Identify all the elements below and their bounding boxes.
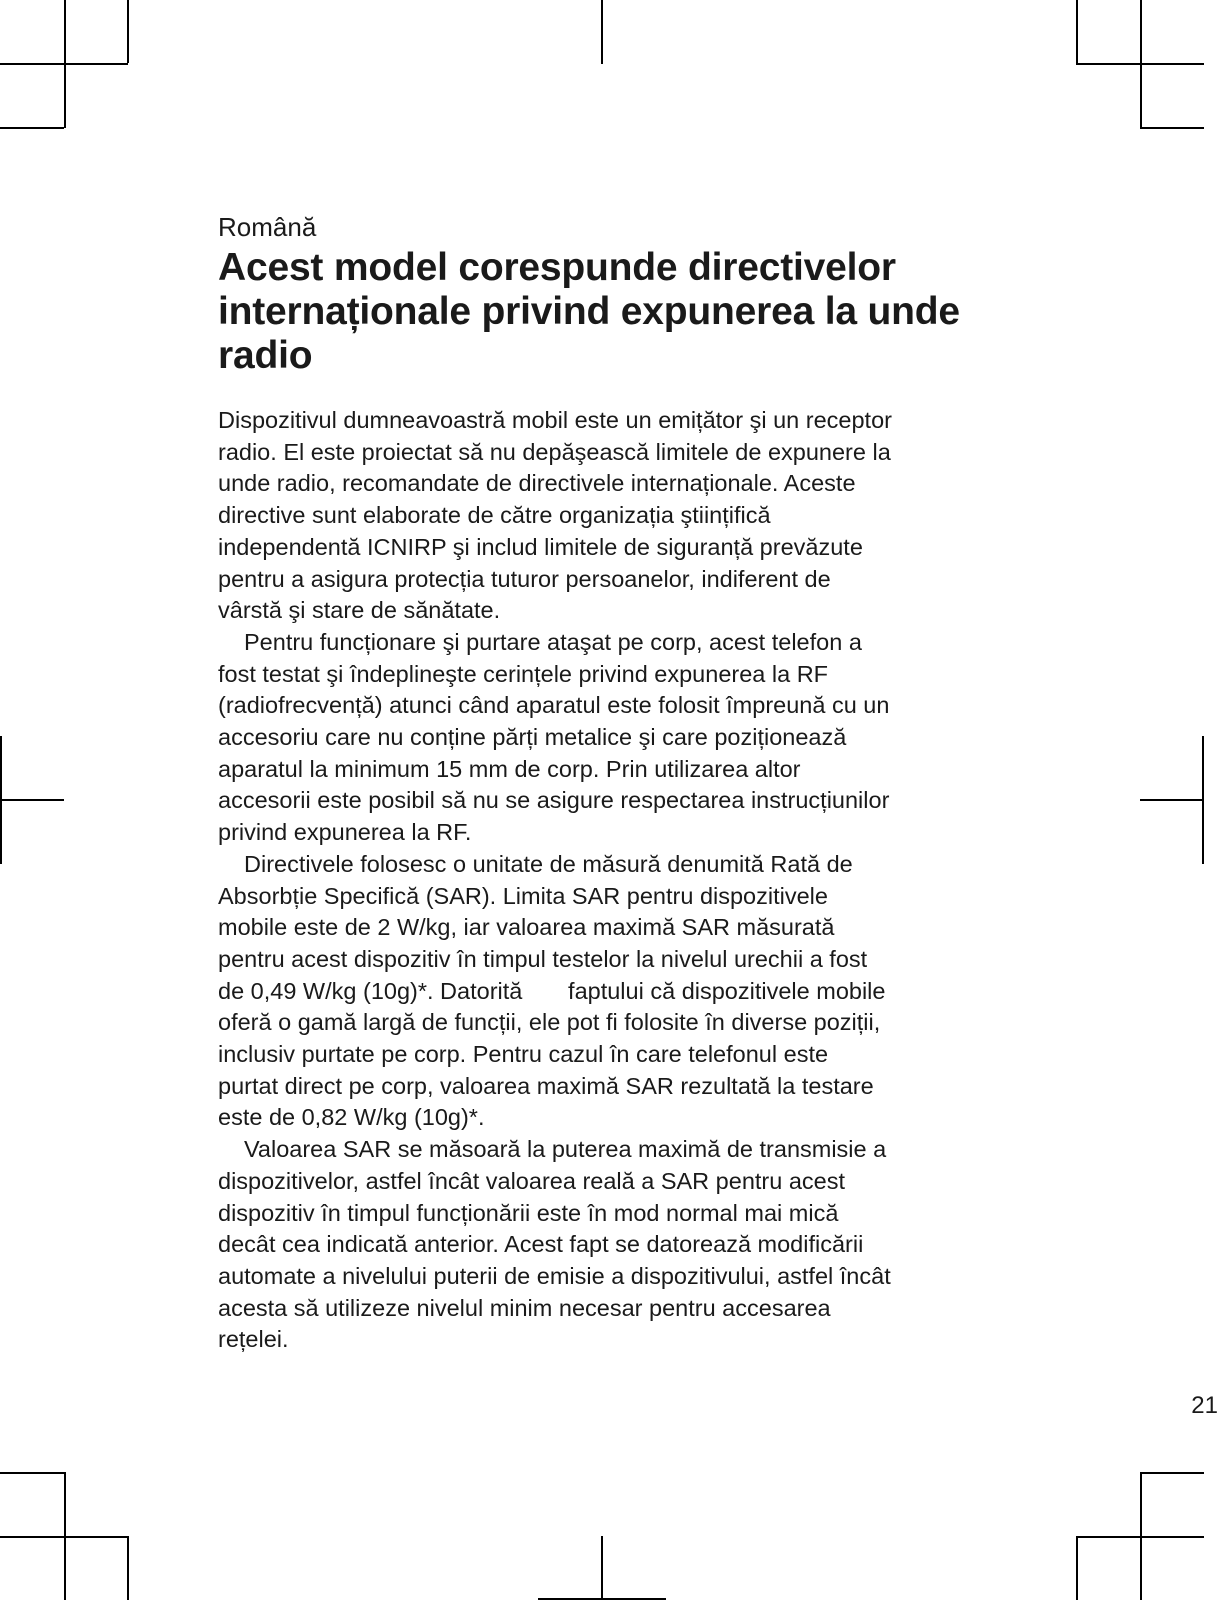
title-line: Acest model corespunde directivelor — [218, 246, 896, 289]
body-line: este de 0,82 W/kg (10g)*. — [218, 1104, 485, 1131]
body-line: Valoarea SAR se măsoară la puterea maximă de transmisie a — [244, 1136, 887, 1163]
language-label: Română — [218, 212, 317, 242]
body-line: accesorii este posibil să nu se asigure respectarea instrucțiunilor — [218, 787, 890, 814]
body-line: inclusiv purtate pe corp. Pentru cazul în care telefonul este — [218, 1041, 829, 1068]
body-line: directive sunt elaborate de către organizația ştiințifică — [218, 502, 771, 529]
body-line: dispozitivelor, astfel încât valoarea reală a SAR pentru acest — [218, 1167, 846, 1194]
body-text — [218, 405, 1018, 1356]
body-line: pentru a asigura protecția tuturor persoanelor, indiferent de — [218, 565, 831, 592]
body-line: rețelei. — [218, 1326, 289, 1353]
body-line: Pentru funcționare şi purtare ataşat pe corp, acest telefon a — [244, 628, 862, 655]
body-line: oferă o gamă largă de funcții, ele pot fi folosite în diverse poziții, — [218, 1009, 881, 1036]
body-line: accesoriu care nu conține părți metalice şi care poziționează — [218, 724, 847, 751]
body-line: (radiofrecvență) atunci când aparatul este folosit împreună cu un — [218, 692, 890, 719]
body-line: pentru acest dispozitiv în timpul testelor la nivelul urechii a fost — [218, 945, 868, 972]
body-line: aparatul la minimum 15 mm de corp. Prin utilizarea altor — [218, 755, 801, 782]
page-number: 21 — [1191, 1392, 1218, 1419]
body-line: Directivele folosesc o unitate de măsură denumită Rată de — [244, 850, 853, 877]
body-line: mobile este de 2 W/kg, iar valoarea maximă SAR măsurată — [218, 914, 835, 941]
body-line: acesta să utilizeze nivelul minim necesar pentru accesarea — [218, 1294, 831, 1321]
body-line: decât cea indicată anterior. Acest fapt se datorează modificării — [218, 1231, 864, 1258]
page-title — [218, 246, 960, 378]
body-line: unde radio, recomandate de directivele internaționale. Aceste — [218, 470, 856, 497]
body-line: purtat direct pe corp, valoarea maximă SAR rezultată la testare — [218, 1072, 874, 1099]
title-line: internaționale privind expunerea la unde — [218, 290, 960, 333]
body-line: automate a nivelului puterii de emisie a dispozitivului, astfel încât — [218, 1262, 891, 1289]
title-line: radio — [218, 334, 313, 377]
body-line: radio. El este proiectat să nu depăşească limitele de expunere la — [218, 438, 891, 465]
body-line: privind expunerea la RF. — [218, 819, 472, 846]
body-line: de 0,49 W/kg (10g)*. Datorită faptului că dispozitivele mobile — [218, 977, 886, 1004]
body-line: vârstă şi stare de sănătate. — [218, 597, 501, 624]
body-line: dispozitiv în timpul funcționării este în mod normal mai mică — [218, 1199, 839, 1226]
body-line: Absorbție Specifică (SAR). Limita SAR pentru dispozitivele — [218, 882, 828, 909]
body-line: Dispozitivul dumneavoastră mobil este un emițător şi un receptor — [218, 407, 892, 433]
body-line: independentă ICNIRP şi includ limitele de siguranță prevăzute — [218, 533, 863, 560]
body-line: fost testat şi îndeplineşte cerințele privind expunerea la RF — [218, 660, 829, 687]
